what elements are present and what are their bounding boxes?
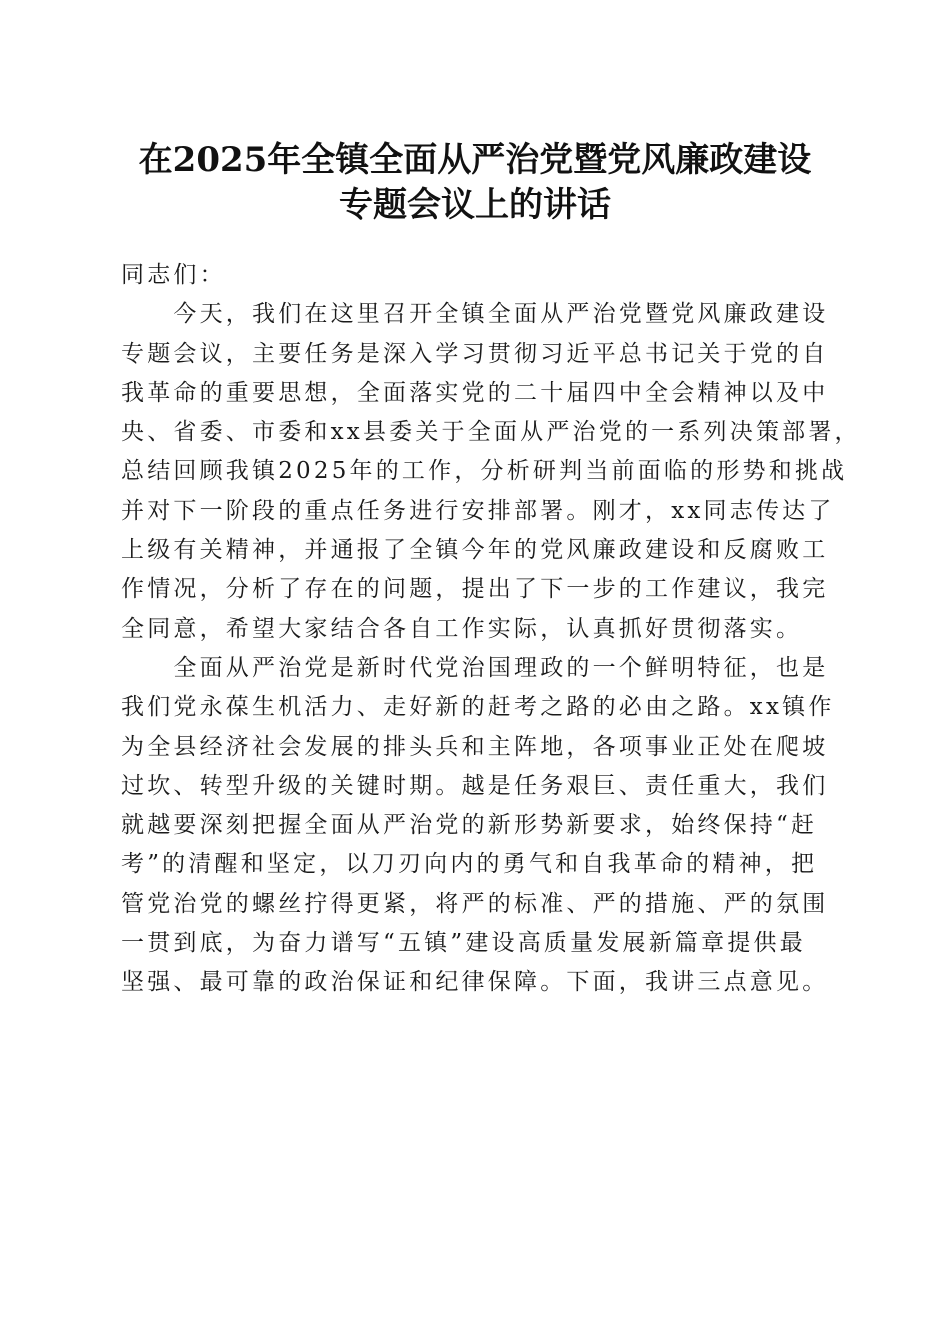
text-line: 管党治党的螺丝拧得更紧，将严的标准、严的措施、严的氛围 (121, 890, 829, 917)
title-line: 专题会议上的讲话 (339, 185, 611, 225)
text-line: 全同意，希望大家结合各自工作实际，认真抓好贯彻落实。 (121, 615, 803, 642)
paragraph-opening (121, 295, 861, 649)
text-line: 专题会议，主要任务是深入学习贯彻习近平总书记关于党的自 (121, 340, 829, 367)
text-line: 上级有关精神，并通报了全镇今年的党风廉政建设和反腐败工 (121, 537, 829, 564)
document-title (110, 138, 840, 228)
text-line: 总结回顾我镇2025年的工作，分析研判当前面临的形势和挑战 (121, 458, 848, 485)
text-line: 就越要深刻把握全面从严治党的新形势新要求，始终保持“赶 (121, 812, 818, 839)
title-line: 在2025年全镇全面从严治党暨党风廉政建设 (138, 140, 812, 180)
document-body (121, 256, 861, 1003)
text-line: 全面从严治党是新时代党治国理政的一个鲜明特征，也是 (121, 654, 829, 681)
text-line: 我们党永葆生机活力、走好新的赶考之路的必由之路。xx镇作 (121, 694, 835, 721)
text-line: 考”的清醒和坚定，以刀刃向内的勇气和自我革命的精神，把 (121, 851, 818, 878)
text-line: 坚强、最可靠的政治保证和纪律保障。下面，我讲三点意见。 (121, 969, 829, 996)
text-line: 一贯到底，为奋力谱写“五镇”建设高质量发展新篇章提供最 (121, 930, 806, 957)
text-line: 作情况，分析了存在的问题，提出了下一步的工作建议，我完 (121, 576, 829, 603)
text-line: 央、省委、市委和xx县委关于全面从严治党的一系列决策部署， (121, 419, 861, 446)
paragraph-significance (121, 649, 835, 1003)
text-line: 过坎、转型升级的关键时期。越是任务艰巨、责任重大，我们 (121, 772, 829, 799)
text-line: 为全县经济社会发展的排头兵和主阵地，各项事业正处在爬坡 (121, 733, 829, 760)
text-line: 我革命的重要思想，全面落实党的二十届四中全会精神以及中 (121, 379, 829, 406)
salutation: 同志们： (121, 262, 226, 288)
text-line: 并对下一阶段的重点任务进行安排部署。刚才，xx同志传达了 (121, 497, 835, 524)
text-line: 今天，我们在这里召开全镇全面从严治党暨党风廉政建设 (121, 301, 829, 328)
